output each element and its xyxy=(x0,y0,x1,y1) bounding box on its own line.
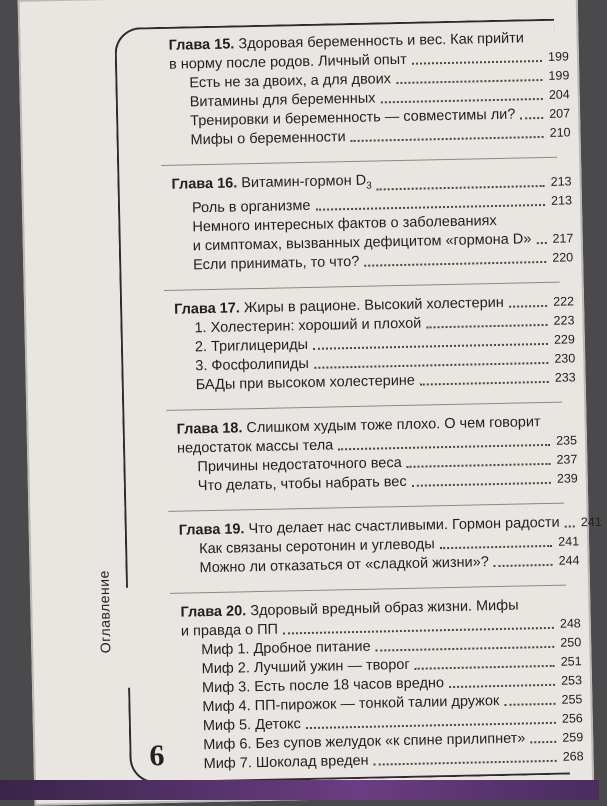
subscript: 3 xyxy=(366,180,372,192)
toc-page-number: 259 xyxy=(562,730,584,745)
dot-leader xyxy=(313,343,548,350)
dot-leader xyxy=(412,482,551,487)
toc-entry-title: Как связаны серотонин и углеводы xyxy=(198,536,435,558)
toc-entry-title: 3. Фосфолипиды xyxy=(195,355,310,375)
toc-page-number: 250 xyxy=(560,635,582,650)
toc-entry-title: Миф 7. Шоколад вреден xyxy=(203,752,369,773)
toc-entry-title: Роль в организме xyxy=(191,197,311,217)
side-label-gap xyxy=(118,588,140,688)
toc-page-number: 220 xyxy=(552,250,574,265)
dot-leader xyxy=(364,261,546,267)
chapter-block xyxy=(168,28,570,150)
toc-page-number: 239 xyxy=(556,471,578,486)
dot-leader xyxy=(351,136,544,142)
dot-leader xyxy=(283,627,554,635)
toc-page-number: 241 xyxy=(580,514,602,530)
dot-leader xyxy=(509,305,547,308)
toc-entry-title: Причины недостаточного веса xyxy=(197,454,402,476)
toc-entry-title: в норму после родов. Личный опыт xyxy=(168,51,407,73)
chapter-label: Глава 17. xyxy=(173,300,241,318)
dot-leader xyxy=(440,545,552,549)
chapter-title-text: Здоровая беременность и вес. Как прийти xyxy=(238,30,525,53)
toc-entry-title: Миф 4. ПП-пирожок — тонкой талии дружок xyxy=(202,692,500,716)
toc-page-number: 230 xyxy=(554,351,576,366)
dot-leader xyxy=(377,185,545,191)
toc-entry-title: Можно ли отказаться от «сладкой жизни»? xyxy=(199,554,489,577)
dot-leader xyxy=(449,684,555,688)
chapter-divider xyxy=(170,584,566,593)
dot-leader xyxy=(520,117,543,119)
chapter-block xyxy=(176,412,578,496)
chapter-block xyxy=(180,595,583,774)
chapter-label: Глава 19. xyxy=(178,521,245,539)
dot-leader xyxy=(415,665,555,670)
dot-leader xyxy=(426,324,547,329)
toc-entry-title: Миф 5. Детокс xyxy=(202,716,301,735)
toc-page-number: 235 xyxy=(555,433,578,448)
dot-leader xyxy=(314,362,548,369)
toc-page-number: 210 xyxy=(549,125,571,140)
toc-page-number: 217 xyxy=(552,231,574,246)
toc-page-number: 199 xyxy=(548,68,570,83)
dot-leader xyxy=(316,204,545,211)
toc-entry-title: недостаток массы тела xyxy=(176,437,334,457)
dot-leader xyxy=(494,564,553,567)
chapter-label: Глава 20. xyxy=(180,603,247,621)
dot-leader xyxy=(338,444,550,450)
toc-page-number: 204 xyxy=(548,87,570,102)
toc-entry-title: и правда о ПП xyxy=(180,621,279,640)
dot-leader xyxy=(565,525,575,527)
toc-page-number: 213 xyxy=(550,193,573,208)
dot-leader xyxy=(530,741,556,744)
book-page xyxy=(18,0,602,806)
toc-page-number: 244 xyxy=(558,553,580,568)
dot-leader xyxy=(376,646,555,652)
toc-entry-title: Витамины для беременных xyxy=(189,90,376,111)
toc-page-number: 207 xyxy=(549,106,571,121)
toc-entry-title: и симптомах, вызванных дефицитом «гормона D» xyxy=(192,231,532,255)
toc-page-number: 268 xyxy=(562,749,584,764)
chapter-title-text: Витамин-гормон D xyxy=(241,172,367,192)
chapter-label: Глава 16. xyxy=(171,175,238,193)
chapter-title-text: Слишком худым тоже плохо. О чем говорит xyxy=(246,413,541,437)
toc-page-number: 213 xyxy=(550,174,572,189)
dot-leader xyxy=(306,722,556,729)
chapter-label: Глава 15. xyxy=(168,36,235,54)
chapter-divider xyxy=(166,402,562,411)
toc-page-number: 248 xyxy=(559,616,581,631)
dot-leader xyxy=(504,703,555,706)
chapter-divider xyxy=(164,282,560,291)
toc-entry-title: Немного интересных фактов о заболеваниях xyxy=(192,212,497,236)
toc-entry-title: Миф 2. Лучший ужин — творог xyxy=(201,656,410,678)
dot-leader xyxy=(407,463,551,468)
chapter-divider xyxy=(168,503,564,512)
chapter-title-text: Жиры в рационе. Высокий холестерин xyxy=(243,294,504,317)
chapter-title-text: Здоровый вредный образ жизни. Мифы xyxy=(250,597,519,620)
toc-page-number: 222 xyxy=(553,294,575,309)
toc-entry-title: Миф 1. Дробное питание xyxy=(201,638,371,659)
toc-page-number: 241 xyxy=(558,534,580,549)
chapter-heading xyxy=(171,172,375,200)
table-of-contents xyxy=(168,28,602,788)
section-side-label: Оглавление xyxy=(95,570,114,654)
toc-page-number: 255 xyxy=(561,692,583,707)
book-cover-edge xyxy=(0,780,599,800)
dot-leader xyxy=(536,242,546,244)
dot-leader xyxy=(381,98,543,103)
chapter-title-text: Что делает нас счастливыми. Гормон радости xyxy=(248,514,560,538)
toc-entry-title: 1. Холестерин: хороший и плохой xyxy=(194,315,422,337)
toc-entry-title: 2. Триглицериды xyxy=(194,336,309,356)
toc-entry-title: Если принимать, то что? xyxy=(193,253,360,274)
toc-entry-title: Миф 3. Есть после 18 часов вредно xyxy=(201,675,445,697)
dot-leader xyxy=(420,381,549,386)
chapter-block xyxy=(174,292,576,395)
toc-entry-title: Что делать, чтобы набрать вес xyxy=(197,473,407,495)
toc-page-number: 251 xyxy=(560,654,582,669)
toc-entry-title: Миф 6. Без супов желудок «к спине прилипнет» xyxy=(203,730,526,754)
chapter-block xyxy=(171,167,573,275)
toc-entry-title: Мифы о беременности xyxy=(190,129,346,149)
page-number: 6 xyxy=(145,739,169,773)
chapter-divider xyxy=(161,157,557,166)
toc-page-number: 253 xyxy=(560,673,583,688)
toc-page-number: 237 xyxy=(556,452,578,467)
toc-page-number: 199 xyxy=(547,49,570,64)
dot-leader xyxy=(374,760,557,766)
toc-entry-title: Есть не за двоих, а для двоих xyxy=(189,71,392,92)
toc-page-number: 229 xyxy=(553,332,575,347)
toc-entry-title: БАДы при высоком холестерине xyxy=(195,372,416,394)
toc-page-number: 223 xyxy=(553,313,575,328)
toc-page-number: 233 xyxy=(554,370,576,385)
toc-page-number: 256 xyxy=(561,711,583,726)
dot-leader xyxy=(412,60,542,65)
dot-leader xyxy=(396,79,542,84)
chapter-block xyxy=(178,513,602,578)
toc-entry-title: Тренировки и беременность — совместимы ли? xyxy=(190,106,516,130)
chapter-label: Глава 18. xyxy=(176,420,243,438)
